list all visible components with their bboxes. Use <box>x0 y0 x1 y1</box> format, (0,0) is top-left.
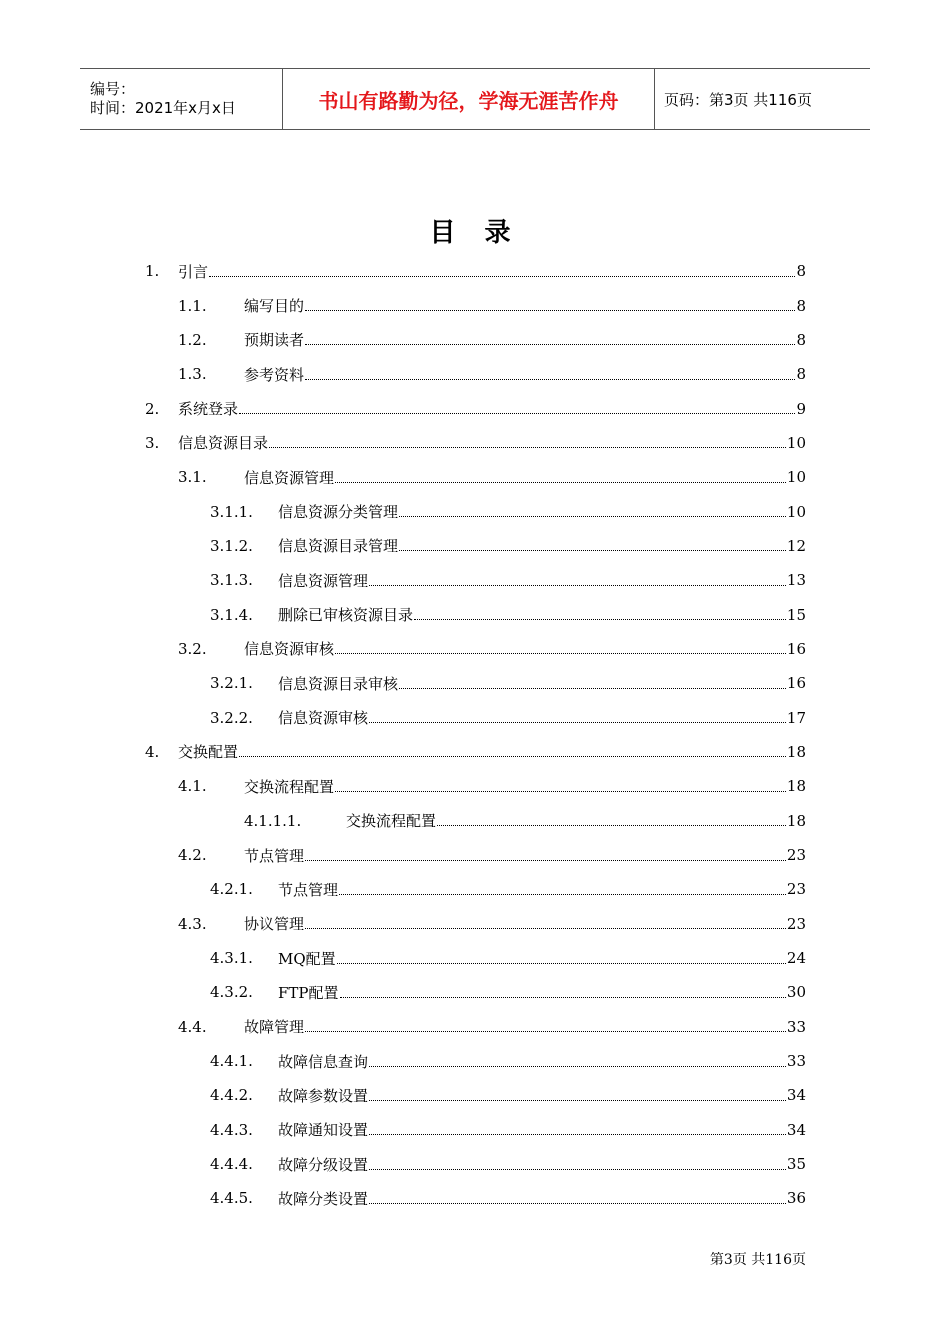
toc-entry[interactable] <box>145 1181 806 1215</box>
toc-entry-number: 4.4. <box>178 1017 207 1036</box>
toc-leader-dots <box>335 468 786 483</box>
toc-entry[interactable] <box>145 1010 806 1044</box>
toc-entry-title: 引言 <box>178 262 209 281</box>
toc-entry-title: 信息资源目录 <box>178 434 269 453</box>
toc-entry-title: 预期读者 <box>244 331 305 350</box>
toc-entry-number: 4.4.5. <box>210 1189 253 1208</box>
toc-leader-dots <box>437 811 786 826</box>
toc-leader-dots <box>369 1052 786 1067</box>
toc-entry[interactable] <box>145 357 806 391</box>
toc-entry-title: 节点管理 <box>244 846 305 865</box>
toc-entry-number: 1.1. <box>178 296 207 315</box>
toc-entry[interactable] <box>145 391 806 425</box>
toc-leader-dots <box>335 777 786 792</box>
toc-entry-number: 4. <box>145 742 160 761</box>
toc-entry-title: 信息资源审核 <box>244 640 335 659</box>
toc-entry-page: 33 <box>786 1052 806 1071</box>
toc-entry-title: 故障分类设置 <box>278 1189 369 1208</box>
toc-entry-page: 9 <box>796 399 806 418</box>
toc-entry[interactable] <box>145 1147 806 1181</box>
toc-entry-number: 3.2.2. <box>210 708 253 727</box>
toc-entry-title: MQ配置 <box>278 949 336 968</box>
toc-entry-page: 18 <box>786 742 806 761</box>
toc-entry-page: 18 <box>786 777 806 796</box>
toc-entry[interactable] <box>145 804 806 838</box>
toc-entry[interactable] <box>145 254 806 288</box>
toc-entry-title: 信息资源目录管理 <box>278 537 399 556</box>
toc-entry-page: 36 <box>786 1189 806 1208</box>
toc-entry-title: 信息资源管理 <box>244 468 335 487</box>
toc-entry-page: 33 <box>786 1017 806 1036</box>
toc-leader-dots <box>305 330 795 345</box>
toc-entry-title: 交换配置 <box>178 743 239 762</box>
toc-entry-number: 1.3. <box>178 365 207 384</box>
toc-entry-page: 17 <box>786 708 806 727</box>
toc-entry[interactable] <box>145 288 806 322</box>
toc-entry-page: 24 <box>786 949 806 968</box>
toc-entry-number: 4.2. <box>178 846 207 865</box>
toc-entry-page: 16 <box>786 674 806 693</box>
toc-entry-page: 10 <box>786 468 806 487</box>
toc-leader-dots <box>239 742 786 757</box>
header-page-info <box>655 69 870 129</box>
toc-entry-number: 4.1.1.1. <box>244 811 302 830</box>
toc-entry[interactable] <box>145 941 806 975</box>
toc-entry[interactable] <box>145 1078 806 1112</box>
page-header <box>80 68 870 130</box>
toc-entry-page: 13 <box>786 571 806 590</box>
toc-entry-title: 协议管理 <box>244 915 305 934</box>
toc-leader-dots <box>305 914 786 929</box>
toc-entry-title: 信息资源分类管理 <box>278 503 399 522</box>
toc-entry-title: 故障管理 <box>244 1018 305 1037</box>
toc-entry-number: 3. <box>145 433 160 452</box>
toc-leader-dots <box>369 1120 786 1135</box>
toc-entry[interactable] <box>145 597 806 631</box>
toc-entry-number: 4.4.3. <box>210 1120 253 1139</box>
toc-leader-dots <box>337 949 786 964</box>
toc-entry-title: 故障分级设置 <box>278 1155 369 1174</box>
page-info-text: 页码：第3页 共116页 <box>664 90 812 109</box>
toc-entry-number: 4.3.2. <box>210 983 253 1002</box>
toc-entry-title: 交换流程配置 <box>244 777 335 796</box>
toc-entry-page: 8 <box>796 365 806 384</box>
toc-entry[interactable] <box>145 1113 806 1147</box>
toc-entry-page: 18 <box>786 811 806 830</box>
toc-entry-number: 3.1.3. <box>210 571 253 590</box>
toc-entry-title: 编写目的 <box>244 297 305 316</box>
toc-entry-page: 8 <box>796 330 806 349</box>
toc-entry-title: 信息资源管理 <box>278 571 369 590</box>
toc-leader-dots <box>414 605 786 620</box>
toc-entry-title: 故障参数设置 <box>278 1086 369 1105</box>
toc-entry-number: 4.2.1. <box>210 880 253 899</box>
toc-entry[interactable] <box>145 460 806 494</box>
table-of-contents <box>145 254 806 1216</box>
toc-entry-number: 3.1. <box>178 468 207 487</box>
toc-leader-dots <box>399 502 786 517</box>
toc-entry[interactable] <box>145 907 806 941</box>
toc-entry[interactable] <box>145 1044 806 1078</box>
toc-entry[interactable] <box>145 769 806 803</box>
toc-entry[interactable] <box>145 529 806 563</box>
toc-leader-dots <box>305 365 795 380</box>
toc-leader-dots <box>340 983 786 998</box>
toc-entry-page: 35 <box>786 1155 806 1174</box>
header-meta <box>80 69 282 129</box>
page-footer: 第3页 共116页 <box>709 1252 806 1268</box>
toc-entry-page: 23 <box>786 914 806 933</box>
time-label: 时间：2021年x月x日 <box>90 99 236 117</box>
toc-entry[interactable] <box>145 632 806 666</box>
toc-entry-number: 4.4.4. <box>210 1155 253 1174</box>
toc-entry-number: 3.2.1. <box>210 674 253 693</box>
toc-entry[interactable] <box>145 975 806 1009</box>
toc-entry-page: 12 <box>786 536 806 555</box>
toc-entry-title: 参考资料 <box>244 365 305 384</box>
toc-entry-page: 30 <box>786 983 806 1002</box>
toc-entry-number: 4.4.1. <box>210 1052 253 1071</box>
toc-entry[interactable] <box>145 494 806 528</box>
toc-entry-page: 23 <box>786 880 806 899</box>
toc-entry[interactable] <box>145 323 806 357</box>
toc-entry[interactable] <box>145 563 806 597</box>
toc-entry[interactable] <box>145 838 806 872</box>
toc-entry-title: 删除已审核资源目录 <box>278 606 414 625</box>
toc-entry-title: 信息资源目录审核 <box>278 674 399 693</box>
toc-entry-number: 1.2. <box>178 330 207 349</box>
toc-entry-title: 节点管理 <box>278 880 339 899</box>
toc-entry[interactable] <box>145 735 806 769</box>
toc-entry-title: FTP配置 <box>278 983 339 1002</box>
toc-leader-dots <box>369 708 786 723</box>
toc-entry[interactable] <box>145 426 806 460</box>
toc-entry[interactable] <box>145 872 806 906</box>
toc-entry-page: 16 <box>786 639 806 658</box>
toc-entry-number: 3.2. <box>178 639 207 658</box>
toc-entry-title: 交换流程配置 <box>346 812 437 831</box>
toc-entry-page: 15 <box>786 605 806 624</box>
toc-entry-number: 4.3.1. <box>210 949 253 968</box>
toc-entry-number: 4.1. <box>178 777 207 796</box>
toc-leader-dots <box>209 262 795 277</box>
toc-entry-page: 10 <box>786 502 806 521</box>
toc-entry-number: 3.1.2. <box>210 536 253 555</box>
motto-text: 书山有路勤为径，学海无涯苦作舟 <box>318 88 619 113</box>
toc-leader-dots <box>305 846 786 861</box>
toc-leader-dots <box>339 880 786 895</box>
toc-entry-number: 4.3. <box>178 914 207 933</box>
toc-entry-number: 1. <box>145 262 160 281</box>
toc-leader-dots <box>305 296 795 311</box>
toc-leader-dots <box>335 639 786 654</box>
toc-leader-dots <box>369 1155 786 1170</box>
toc-leader-dots <box>269 433 786 448</box>
toc-entry-number: 4.4.2. <box>210 1086 253 1105</box>
toc-entry-title: 系统登录 <box>178 400 239 419</box>
header-motto <box>282 69 655 129</box>
toc-leader-dots <box>305 1017 786 1032</box>
toc-leader-dots <box>399 674 786 689</box>
toc-entry-page: 34 <box>786 1086 806 1105</box>
toc-leader-dots <box>239 399 795 414</box>
toc-entry[interactable] <box>145 666 806 700</box>
number-label: 编号： <box>90 80 136 98</box>
toc-leader-dots <box>369 1086 786 1101</box>
toc-entry-title: 信息资源审核 <box>278 709 369 728</box>
toc-entry-page: 8 <box>796 262 806 281</box>
toc-entry-page: 10 <box>786 433 806 452</box>
toc-leader-dots <box>369 571 786 586</box>
toc-entry-number: 2. <box>145 399 160 418</box>
toc-leader-dots <box>369 1189 786 1204</box>
toc-entry-number: 3.1.1. <box>210 502 253 521</box>
toc-entry[interactable] <box>145 700 806 734</box>
toc-title: 目 录 <box>429 218 521 248</box>
toc-entry-page: 34 <box>786 1120 806 1139</box>
toc-entry-page: 8 <box>796 296 806 315</box>
toc-entry-title: 故障信息查询 <box>278 1052 369 1071</box>
toc-entry-title: 故障通知设置 <box>278 1121 369 1140</box>
toc-leader-dots <box>399 536 786 551</box>
toc-entry-number: 3.1.4. <box>210 605 253 624</box>
toc-entry-page: 23 <box>786 846 806 865</box>
